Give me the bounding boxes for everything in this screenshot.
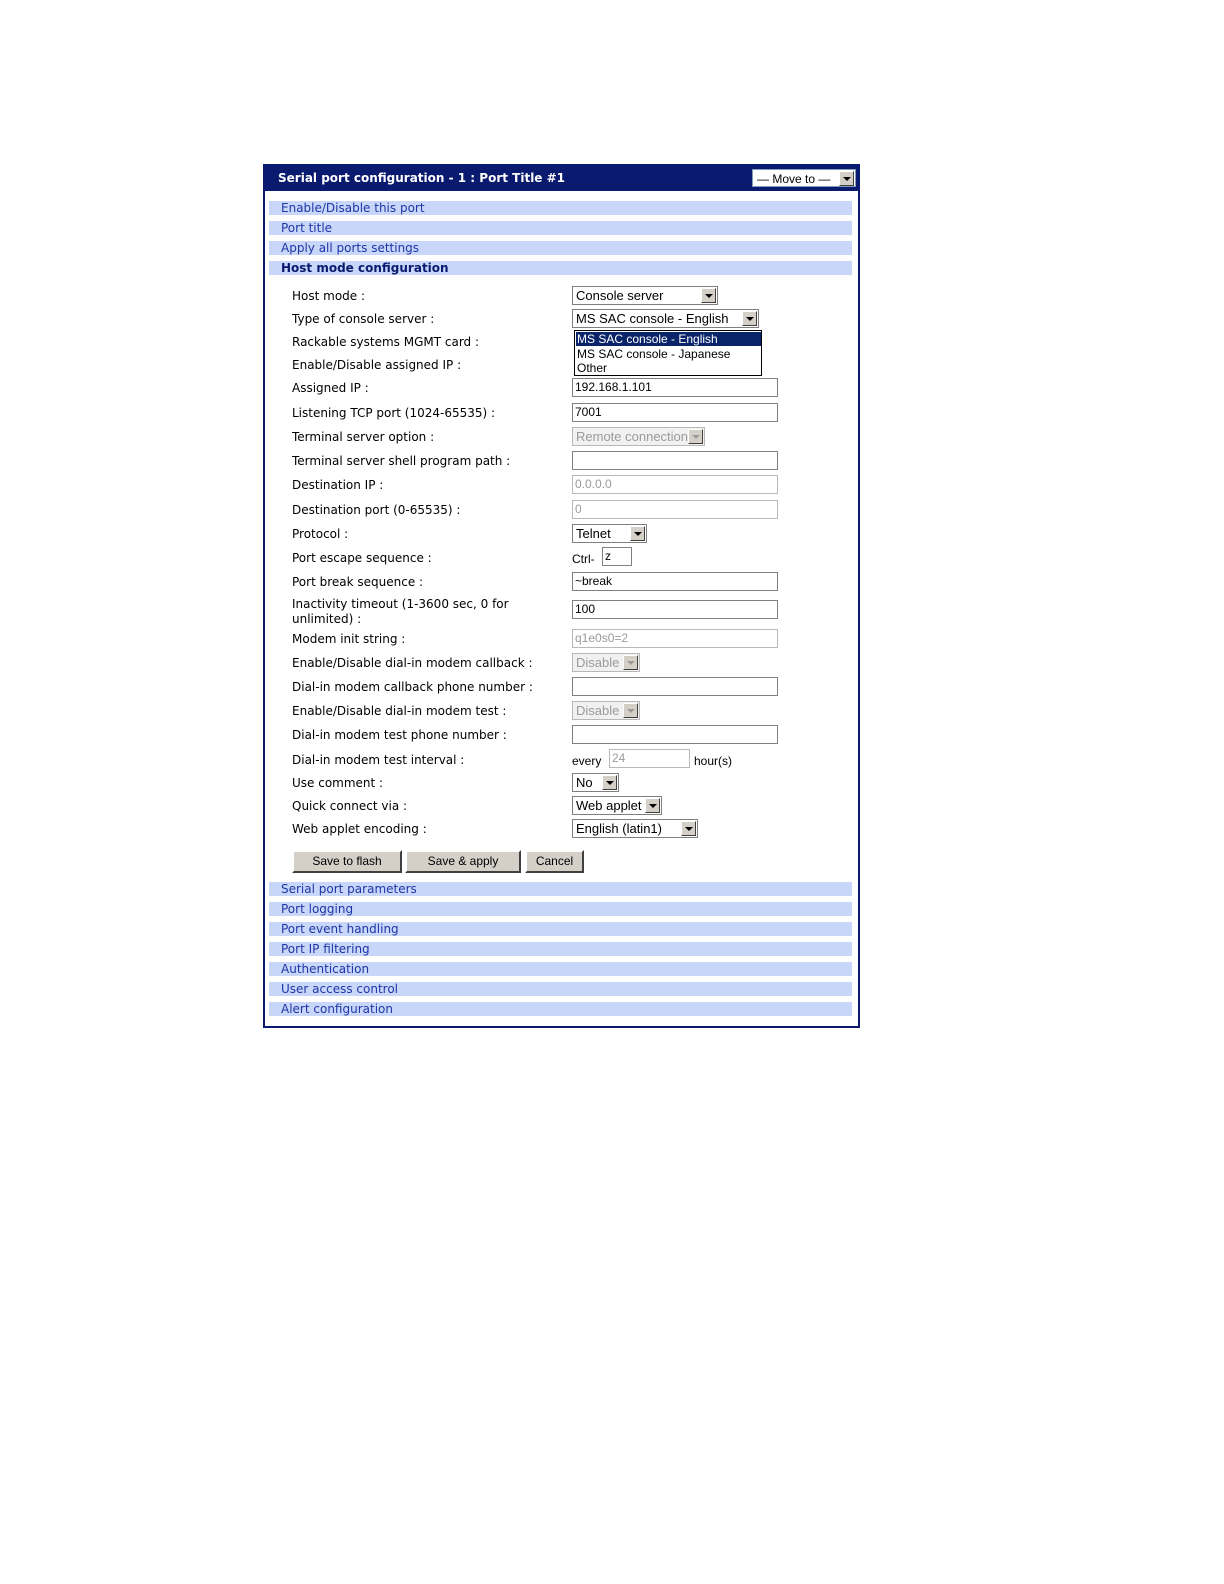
modem-test-interval-label: Dial-in modem test interval : [292,753,465,767]
terminal-option-select [572,427,705,446]
dest-port-input: 0 [572,500,778,519]
inactivity-label-line2: unlimited) : [292,612,362,626]
quick-connect-select[interactable] [572,796,662,815]
quick-connect-value: Web applet [576,798,642,813]
section-enable-disable-port[interactable] [269,201,852,215]
host-mode-label: Host mode : [292,289,366,303]
console-type-value: MS SAC console - English [576,311,729,326]
chevron-down-icon [623,703,638,718]
assigned-ip-enable-label: Enable/Disable assigned IP : [292,358,462,372]
chevron-down-icon [688,429,703,444]
callback-enable-select [572,653,640,672]
section-apply-all-ports[interactable] [269,241,852,255]
callback-enable-label: Enable/Disable dial-in modem callback : [292,656,533,670]
section-label[interactable]: Port IP filtering [281,942,370,956]
host-mode-value: Console server [576,288,664,303]
protocol-select[interactable] [572,524,647,543]
use-comment-select[interactable] [572,773,619,792]
assigned-ip-input[interactable]: 192.168.1.101 [572,378,778,397]
save-apply-button[interactable]: Save & apply [405,850,521,873]
section-label[interactable]: Authentication [281,962,370,976]
callback-enable-value: Disable [576,655,620,670]
listen-port-label: Listening TCP port (1024-65535) : [292,406,496,420]
section-port-ip-filtering[interactable] [269,942,852,956]
modem-init-label: Modem init string : [292,632,406,646]
section-label[interactable]: Alert configuration [281,1002,393,1016]
chevron-down-icon [623,655,638,670]
applet-encoding-select[interactable] [572,819,698,838]
console-type-label: Type of console server : [292,312,435,326]
assigned-ip-label: Assigned IP : [292,381,369,395]
protocol-label: Protocol : [292,527,349,541]
page-title: Serial port configuration - 1 : Port Title #1 [278,171,566,185]
modem-test-interval-input: 24 [609,749,690,768]
interval-hours-suffix: hour(s) [694,754,733,768]
dest-ip-label: Destination IP : [292,478,384,492]
listen-port-input[interactable]: 7001 [572,403,778,422]
console-type-dropdown-list[interactable] [574,330,762,376]
inactivity-label-line1: Inactivity timeout (1-3600 sec, 0 for [292,597,509,611]
shell-path-input[interactable] [572,451,778,470]
callback-phone-label: Dial-in modem callback phone number : [292,680,533,694]
section-label[interactable]: Serial port parameters [281,882,417,896]
modem-test-phone-label: Dial-in modem test phone number : [292,728,507,742]
section-label[interactable]: Enable/Disable this port [281,201,425,215]
protocol-value: Telnet [576,526,611,541]
dest-port-label: Destination port (0-65535) : [292,503,461,517]
section-port-event-handling[interactable] [269,922,852,936]
section-host-mode-config[interactable] [269,261,852,275]
modem-test-phone-input[interactable] [572,725,778,744]
chevron-down-icon[interactable] [602,775,617,790]
section-user-access-control[interactable] [269,982,852,996]
save-to-flash-button[interactable]: Save to flash [292,850,402,873]
section-label[interactable]: User access control [281,982,399,996]
chevron-down-icon[interactable] [742,311,757,326]
escape-seq-input[interactable]: z [602,547,632,566]
chevron-down-icon[interactable] [681,821,696,836]
use-comment-label: Use comment : [292,776,384,790]
console-type-option-japanese[interactable]: MS SAC console - Japanese [577,347,731,361]
terminal-option-value: Remote connection [576,429,689,444]
quick-connect-label: Quick connect via : [292,799,408,813]
escape-seq-label: Port escape sequence : [292,551,432,565]
chevron-down-icon[interactable] [630,526,645,541]
applet-encoding-value: English (latin1) [576,821,662,836]
host-mode-select[interactable] [572,286,718,305]
section-label[interactable]: Port title [281,221,333,235]
section-label[interactable]: Host mode configuration [281,261,449,275]
modem-test-enable-value: Disable [576,703,620,718]
inactivity-input[interactable]: 100 [572,600,778,619]
break-seq-label: Port break sequence : [292,575,424,589]
modem-test-enable-select [572,701,640,720]
cancel-button[interactable]: Cancel [525,850,584,873]
section-alert-configuration[interactable] [269,1002,852,1016]
chevron-down-icon[interactable] [839,171,854,186]
console-type-select[interactable] [572,309,759,328]
rackable-label: Rackable systems MGMT card : [292,335,480,349]
use-comment-value: No [576,775,593,790]
applet-encoding-label: Web applet encoding : [292,822,427,836]
break-seq-input[interactable]: ~break [572,572,778,591]
serial-port-config-panel [263,164,860,1028]
section-port-logging[interactable] [269,902,852,916]
modem-init-input: q1e0s0=2 [572,629,778,648]
section-serial-port-parameters[interactable] [269,882,852,896]
section-label[interactable]: Apply all ports settings [281,241,420,255]
shell-path-label: Terminal server shell program path : [292,454,511,468]
title-bar [265,166,858,191]
interval-every-prefix: every [572,754,602,768]
move-to-value: — Move to — [757,172,831,186]
escape-ctrl-prefix: Ctrl- [572,552,595,566]
section-label[interactable]: Port logging [281,902,354,916]
chevron-down-icon[interactable] [645,798,660,813]
console-type-option-english[interactable]: MS SAC console - English [576,332,761,346]
section-port-title[interactable] [269,221,852,235]
chevron-down-icon[interactable] [701,288,716,303]
section-authentication[interactable] [269,962,852,976]
console-type-option-other[interactable]: Other [577,361,608,375]
modem-test-enable-label: Enable/Disable dial-in modem test : [292,704,507,718]
terminal-option-label: Terminal server option : [292,430,435,444]
callback-phone-input[interactable] [572,677,778,696]
dest-ip-input: 0.0.0.0 [572,475,778,494]
move-to-select[interactable] [752,169,856,187]
section-label[interactable]: Port event handling [281,922,399,936]
